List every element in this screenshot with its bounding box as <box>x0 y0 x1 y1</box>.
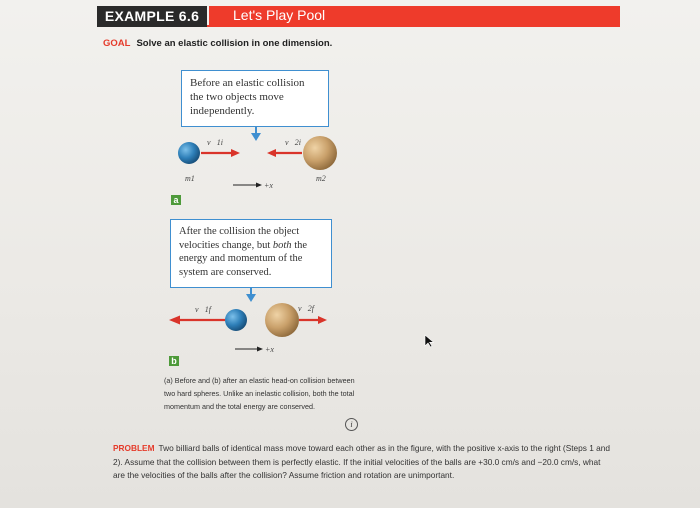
problem-label: PROBLEM <box>113 443 155 453</box>
problem-text: Two billiard balls of identical mass move toward each other as in the figure, with the positive x-axis to the right (Steps 1 and 2). Assume that the collision between them is perfectly elastic. If the initial velocities of the balls are +30.0 cm/s and −20.0 cm/s, what are the velocities of the balls after the collision? Assume friction and rotation are unimportant. <box>113 443 610 480</box>
velocity-2f-arrowhead <box>318 316 327 324</box>
mass-1-label: m1 <box>185 174 195 183</box>
velocity-2f-label: v⃗2f <box>298 304 314 313</box>
velocity-2i-label: v⃗2i <box>285 138 301 147</box>
example-label: EXAMPLE 6.6 <box>97 6 207 27</box>
ball-1-before <box>178 142 200 164</box>
bubble-after-text-1: After the collision the object velocities change, but <box>179 226 300 251</box>
velocity-2i-arrowhead <box>267 149 276 157</box>
example-title: Let's Play Pool <box>209 6 620 25</box>
mouse-pointer-icon <box>423 334 435 348</box>
ball-2-before <box>303 136 337 170</box>
velocity-1i-label: v⃗1i <box>207 138 223 147</box>
axis-b-arrowhead <box>257 347 263 352</box>
bubble-before: Before an elastic collision the two objects move independently. <box>181 70 329 127</box>
problem-statement <box>113 442 613 483</box>
mass-2-label: m2 <box>316 174 326 183</box>
bubble-after-emphasis: both <box>272 239 292 251</box>
velocity-1i-arrowhead <box>231 149 240 157</box>
ball-2-after <box>265 303 299 337</box>
axis-a-label: +x <box>264 181 273 190</box>
axis-b-label: +x <box>265 345 274 354</box>
goal-label: GOAL <box>103 38 131 49</box>
ball-1-after <box>225 309 247 331</box>
velocity-1f-label: v⃗1f <box>195 305 211 314</box>
velocity-1f-arrowhead <box>169 316 180 325</box>
panel-b-badge: b <box>169 356 179 366</box>
info-icon[interactable]: i <box>345 418 358 431</box>
axis-a-arrowhead <box>256 183 262 188</box>
panel-a-badge: a <box>171 195 181 205</box>
figure-caption: (a) Before and (b) after an elastic head-on collision between two hard spheres. Unlike an inelastic collision, both the total momentum and the total energy are conserved. <box>164 376 355 411</box>
bubble-after-text-2: the energy and momentum of the system are conserved. <box>179 239 308 278</box>
goal-text: Solve an elastic collision in one dimension. <box>136 38 333 49</box>
